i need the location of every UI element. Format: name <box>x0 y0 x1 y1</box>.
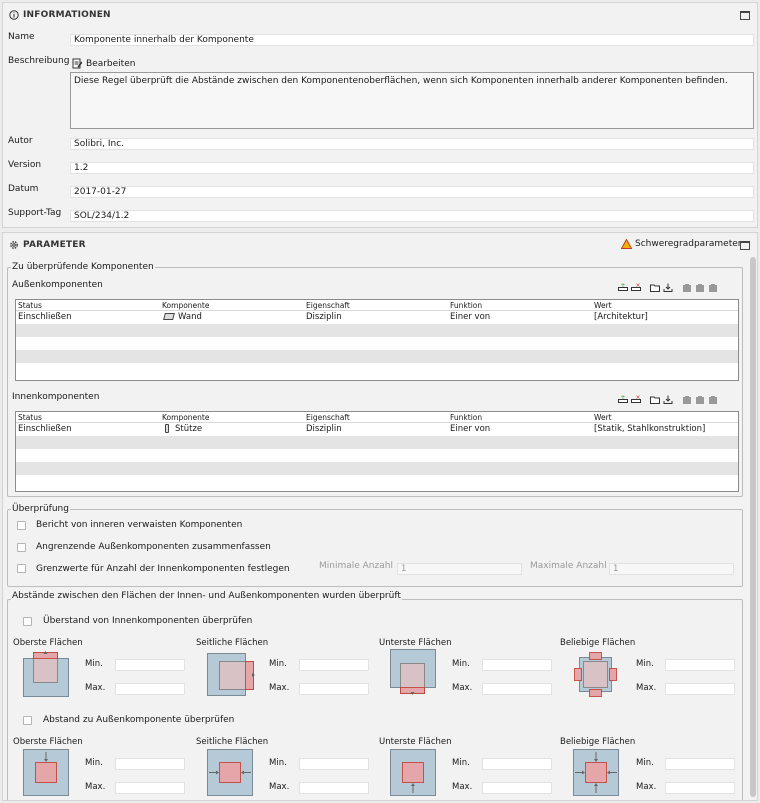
cell-component[interactable] <box>160 311 304 324</box>
table-row[interactable] <box>16 449 738 462</box>
name-label: Name <box>8 32 35 42</box>
component-name: Stütze <box>175 424 203 434</box>
inner-overhang-checkbox[interactable] <box>23 617 32 626</box>
min-label: Min. <box>636 659 654 669</box>
table-row[interactable] <box>16 337 738 350</box>
info-title: INFORMATIONEN <box>23 10 111 20</box>
top-overhang-max-input[interactable] <box>115 683 185 695</box>
svg-text:×: × <box>635 283 641 289</box>
add-row-icon[interactable] <box>618 283 628 292</box>
limit-count-label: Grenzwerte für Anzahl der Innenkomponenten festlegen <box>36 564 290 574</box>
column-function[interactable]: Funktion <box>450 301 483 310</box>
table-row[interactable] <box>16 475 738 488</box>
cell-status[interactable]: Einschließen <box>18 424 72 434</box>
min-label: Min. <box>85 659 103 669</box>
edit-label: Bearbeiten <box>86 58 136 69</box>
merge-outer-label: Angrenzende Außenkomponenten zusammenfassen <box>36 542 271 552</box>
clipboard-icon[interactable] <box>708 395 718 404</box>
table-row[interactable] <box>16 311 738 324</box>
outer-distance-label: Abstand zu Außenkomponente überprüfen <box>43 715 235 725</box>
parameter-header <box>9 240 86 250</box>
edit-button[interactable] <box>72 58 135 69</box>
column-status[interactable]: Status <box>18 301 42 310</box>
top-faces-label: Oberste Flächen <box>13 638 83 648</box>
bottom-faces-overhang-icon <box>390 649 436 697</box>
column-icon <box>165 424 169 433</box>
wall-icon <box>163 313 175 320</box>
side-faces-label: Seitliche Flächen <box>196 638 269 648</box>
orphan-report-label: Bericht von inneren verwaisten Komponenten <box>36 520 243 530</box>
any-distance-max-input[interactable] <box>665 782 735 794</box>
max-label: Max. <box>636 782 657 792</box>
support-tag-field[interactable]: SOL/234/1.2 <box>70 210 754 222</box>
author-label: Autor <box>8 136 33 146</box>
date-label: Datum <box>8 184 39 194</box>
bottom-distance-max-input[interactable] <box>482 782 552 794</box>
inner-components-table[interactable] <box>15 411 739 492</box>
svg-text:+: + <box>620 283 626 289</box>
table-row[interactable] <box>16 462 738 475</box>
max-label: Max. <box>269 782 290 792</box>
scrollbar[interactable] <box>750 257 756 797</box>
distances-group-label: Abstände zwischen den Flächen der Innen- und Außenkomponenten wurden überprüft <box>12 591 401 601</box>
svg-text:+: + <box>620 395 626 401</box>
open-folder-icon[interactable] <box>650 283 660 292</box>
max-label: Max. <box>85 683 106 693</box>
table-row[interactable] <box>16 436 738 449</box>
min-label: Min. <box>269 659 287 669</box>
cell-status[interactable]: Einschließen <box>18 312 72 322</box>
name-field[interactable]: Komponente innerhalb der Komponente <box>70 34 754 46</box>
any-distance-min-input[interactable] <box>665 758 735 770</box>
cell-property[interactable]: Disziplin <box>306 312 342 322</box>
info-icon <box>9 10 19 20</box>
inner-components-label: Innenkomponenten <box>12 392 100 402</box>
min-label: Min. <box>269 758 287 768</box>
severity-label: Schweregradparameter <box>635 239 742 249</box>
limit-count-checkbox[interactable] <box>17 564 26 573</box>
column-component[interactable]: Komponente <box>162 301 210 310</box>
clipboard-icon[interactable] <box>708 283 718 292</box>
cell-component[interactable] <box>160 423 304 436</box>
side-overhang-max-input[interactable] <box>299 683 369 695</box>
table-row[interactable] <box>16 363 738 376</box>
cell-value[interactable]: [Statik, Stahlkonstruktion] <box>594 424 706 434</box>
top-faces-label: Oberste Flächen <box>13 737 83 747</box>
remove-row-icon[interactable] <box>631 395 641 404</box>
column-value[interactable]: Wert <box>594 301 612 310</box>
any-overhang-max-input[interactable] <box>665 683 735 695</box>
top-distance-max-input[interactable] <box>115 782 185 794</box>
top-overhang-min-input[interactable] <box>115 659 185 671</box>
open-folder-icon[interactable] <box>650 395 660 404</box>
clipboard-icon[interactable] <box>682 395 692 404</box>
date-field[interactable]: 2017-01-27 <box>70 186 754 198</box>
side-overhang-min-input[interactable] <box>299 659 369 671</box>
any-faces-distance-icon <box>573 749 619 797</box>
table-header <box>16 300 738 311</box>
clipboard-icon[interactable] <box>695 395 705 404</box>
bottom-overhang-max-input[interactable] <box>482 683 552 695</box>
top-faces-overhang-icon <box>23 649 69 699</box>
version-label: Version <box>8 160 42 170</box>
side-distance-max-input[interactable] <box>299 782 369 794</box>
side-faces-overhang-icon <box>207 649 257 697</box>
description-field[interactable]: Diese Regel überprüft die Abstände zwischen den Komponentenoberflächen, wenn sich Komponenten innerhalb anderer Komponenten befinden. <box>70 72 754 129</box>
bottom-overhang-min-input[interactable] <box>482 659 552 671</box>
max-label: Max. <box>636 683 657 693</box>
column-function[interactable]: Funktion <box>450 413 483 422</box>
info-panel <box>2 2 758 228</box>
min-label: Min. <box>452 758 470 768</box>
outer-distance-checkbox[interactable] <box>23 716 32 725</box>
warning-icon <box>621 239 632 249</box>
maximize-icon[interactable] <box>740 11 750 20</box>
table-header <box>16 412 738 423</box>
max-label: Max. <box>452 782 473 792</box>
top-distance-min-input[interactable] <box>115 758 185 770</box>
max-count-field[interactable]: 1 <box>609 563 734 575</box>
bottom-faces-label: Unterste Flächen <box>379 638 452 648</box>
max-count-label: Maximale Anzahl <box>530 561 607 571</box>
min-label: Min. <box>636 758 654 768</box>
min-count-label: Minimale Anzahl <box>319 561 393 571</box>
inner-toolbar <box>618 395 718 404</box>
outer-toolbar <box>618 283 718 292</box>
outer-components-table[interactable] <box>15 299 739 381</box>
bottom-faces-distance-icon <box>390 749 436 797</box>
outer-components-label: Außenkomponenten <box>12 280 103 290</box>
max-label: Max. <box>452 683 473 693</box>
support-tag-label: Support-Tag <box>8 208 62 218</box>
inner-overhang-label: Überstand von Innenkomponenten überprüfen <box>43 616 253 626</box>
version-field[interactable]: 1.2 <box>70 162 754 174</box>
gear-icon <box>9 240 19 250</box>
column-value[interactable]: Wert <box>594 413 612 422</box>
max-label: Max. <box>269 683 290 693</box>
clipboard-icon[interactable] <box>682 283 692 292</box>
table-row[interactable] <box>16 324 738 337</box>
component-name: Wand <box>178 312 202 322</box>
min-count-field[interactable]: 1 <box>397 563 522 575</box>
table-row[interactable] <box>16 350 738 363</box>
check-group-label: Überprüfung <box>12 504 69 514</box>
max-label: Max. <box>85 782 106 792</box>
any-overhang-min-input[interactable] <box>665 659 735 671</box>
svg-text:×: × <box>635 395 641 401</box>
components-group-label: Zu überprüfende Komponenten <box>12 262 154 272</box>
parameter-title: PARAMETER <box>23 240 86 250</box>
column-status[interactable]: Status <box>18 413 42 422</box>
description-label: Beschreibung <box>8 56 70 66</box>
column-property[interactable]: Eigenschaft <box>306 301 350 310</box>
any-faces-label: Beliebige Flächen <box>560 638 636 648</box>
cell-value[interactable]: [Architektur] <box>594 312 648 322</box>
column-component[interactable]: Komponente <box>162 413 210 422</box>
parameter-panel <box>2 232 758 801</box>
remove-row-icon[interactable] <box>631 283 641 292</box>
bottom-faces-label: Unterste Flächen <box>379 737 452 747</box>
orphan-report-checkbox[interactable] <box>17 521 26 530</box>
export-icon[interactable] <box>663 283 673 292</box>
bottom-distance-min-input[interactable] <box>482 758 552 770</box>
any-faces-label: Beliebige Flächen <box>560 737 636 747</box>
cell-function[interactable]: Einer von <box>450 424 491 434</box>
info-header <box>9 10 111 20</box>
add-row-icon[interactable] <box>618 395 628 404</box>
distances-group <box>7 599 743 801</box>
clipboard-icon[interactable] <box>695 283 705 292</box>
maximize-icon[interactable] <box>740 241 750 250</box>
table-row[interactable] <box>16 423 738 436</box>
min-label: Min. <box>85 758 103 768</box>
side-faces-distance-icon <box>207 749 253 797</box>
cell-function[interactable]: Einer von <box>450 312 491 322</box>
top-faces-distance-icon <box>23 749 69 797</box>
edit-icon <box>72 58 82 69</box>
side-distance-min-input[interactable] <box>299 758 369 770</box>
export-icon[interactable] <box>663 395 673 404</box>
merge-outer-checkbox[interactable] <box>17 543 26 552</box>
column-property[interactable]: Eigenschaft <box>306 413 350 422</box>
min-label: Min. <box>452 659 470 669</box>
any-faces-overhang-icon <box>573 649 619 701</box>
cell-property[interactable]: Disziplin <box>306 424 342 434</box>
side-faces-label: Seitliche Flächen <box>196 737 269 747</box>
severity-parameters-button[interactable] <box>621 239 741 249</box>
author-field[interactable]: Solibri, Inc. <box>70 138 754 150</box>
